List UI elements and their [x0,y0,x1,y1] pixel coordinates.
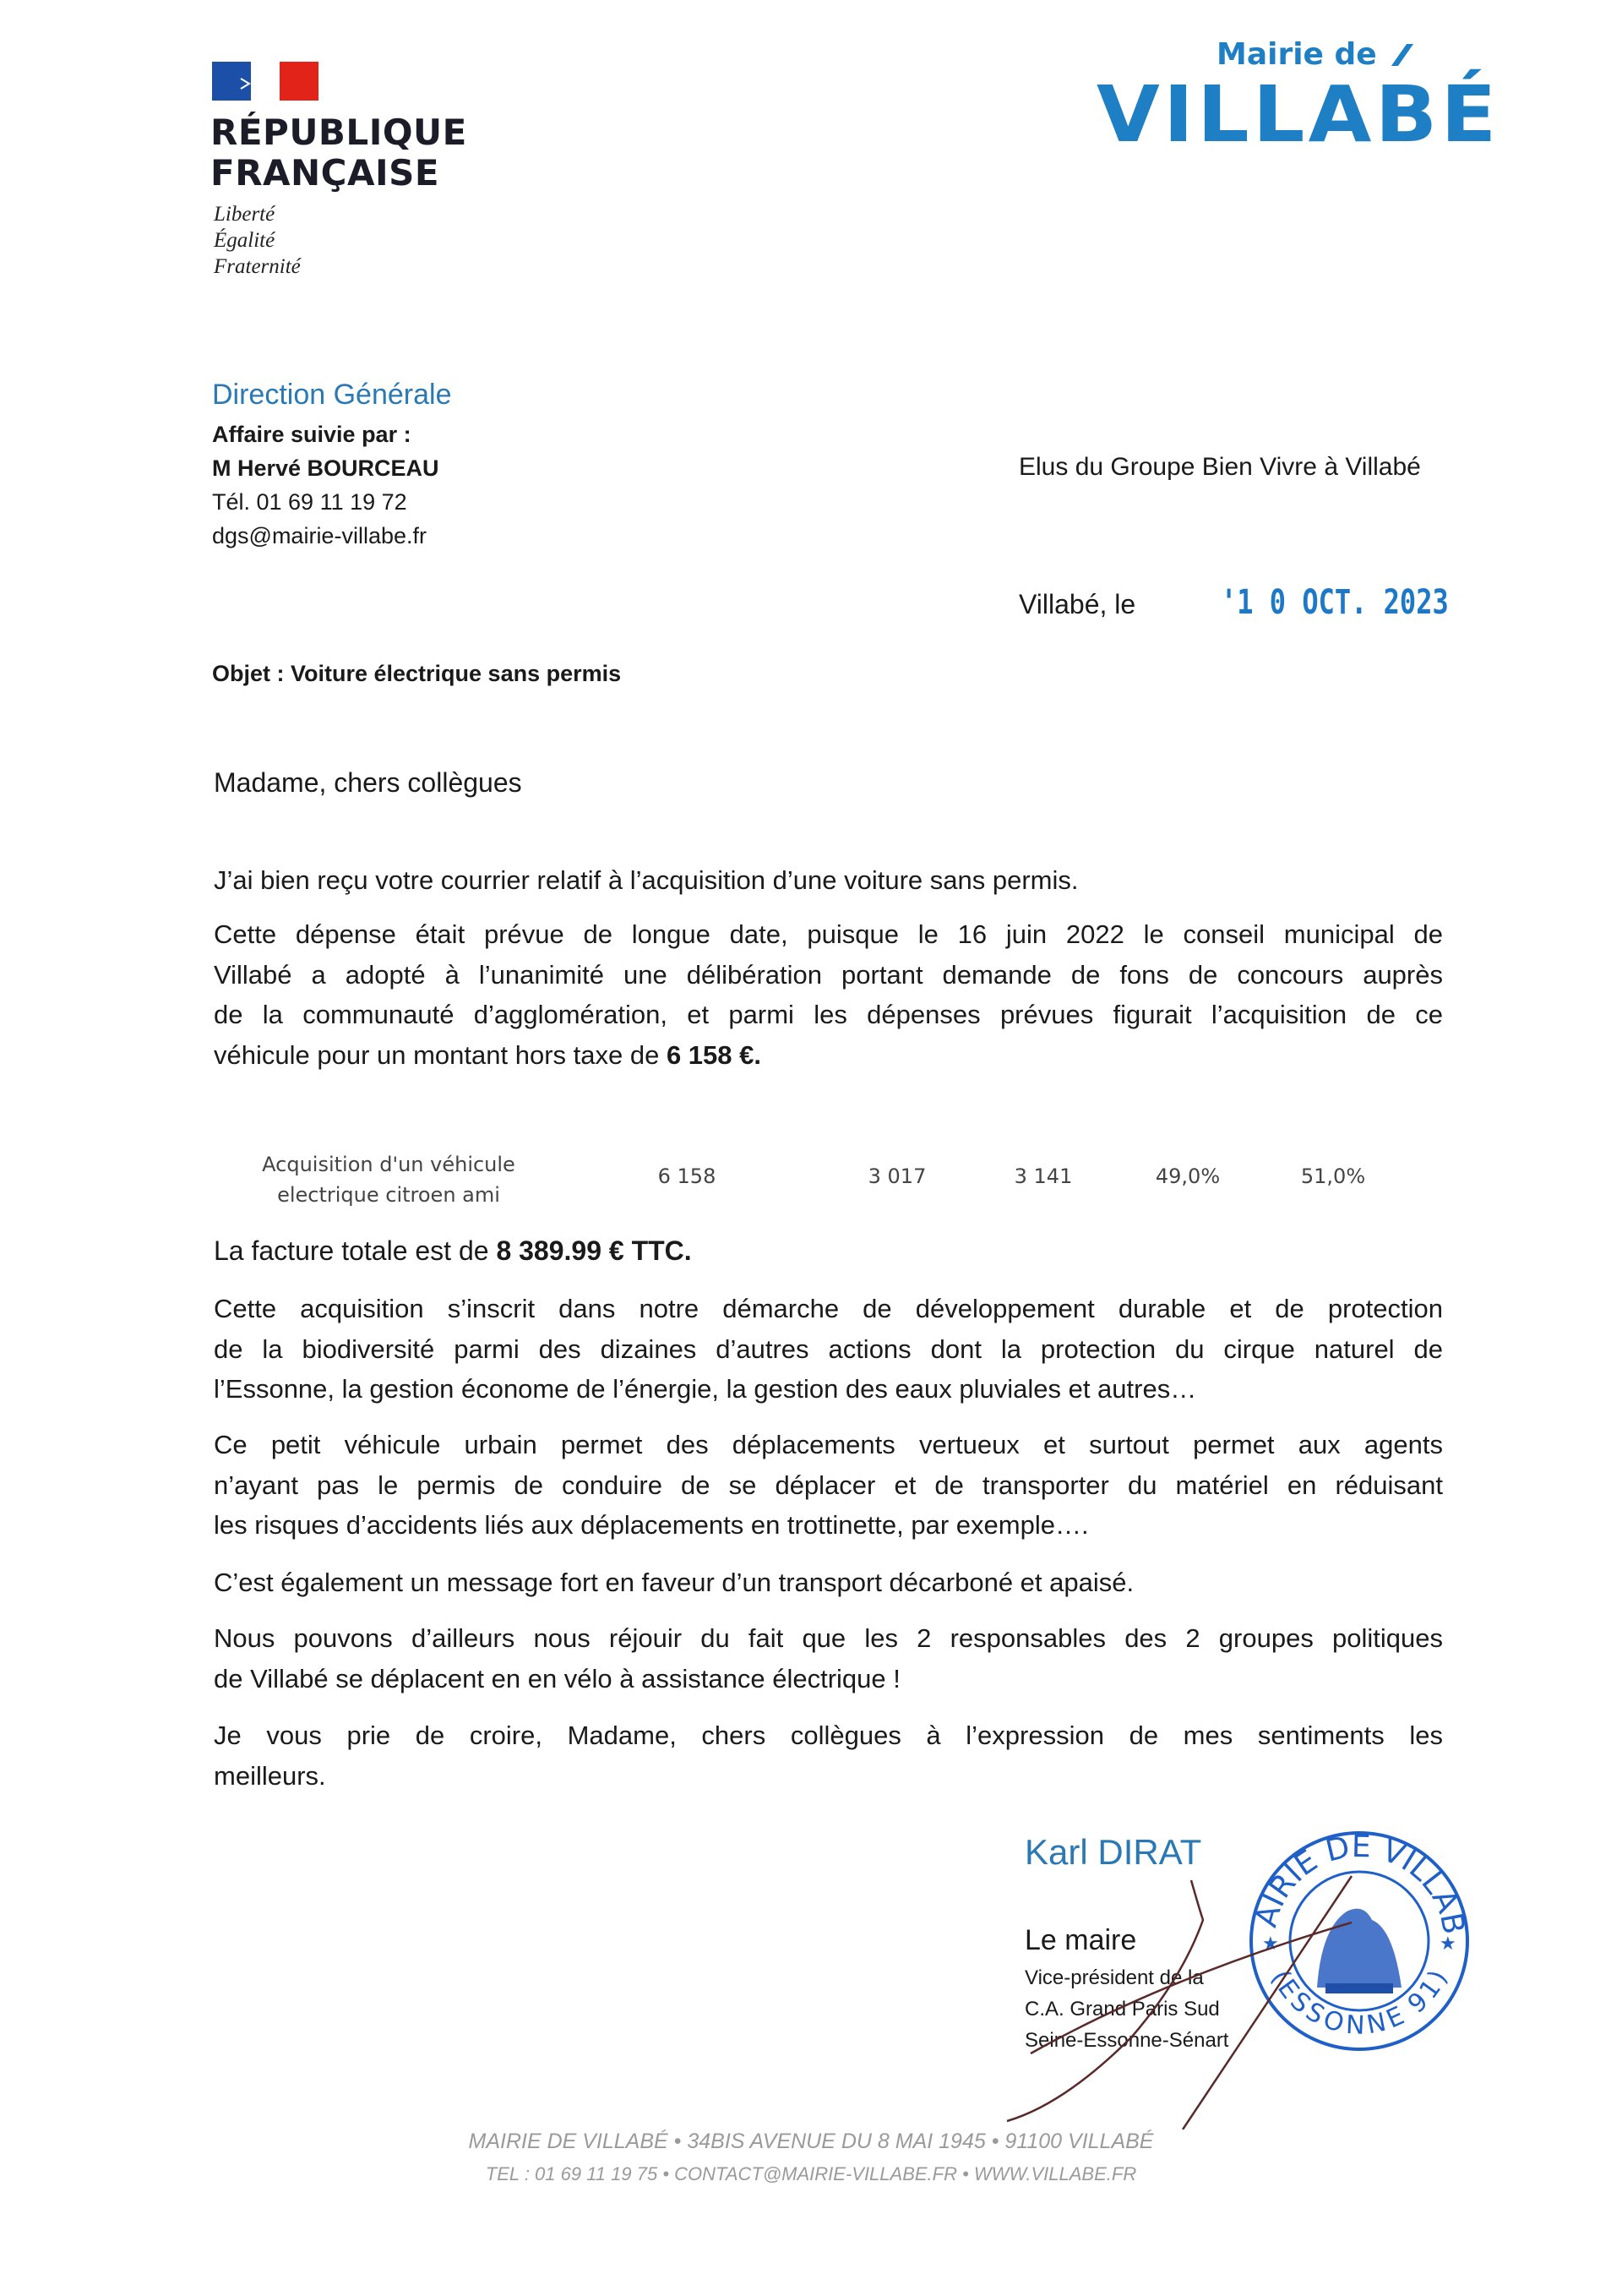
table-cell-total: 6 158 [657,1164,716,1188]
paragraph-line: J’ai bien reçu votre courrier relatif à l’acquisition d’une voiture sans permis. [214,865,1079,895]
paragraph-1 [214,860,1443,901]
signatory-name: Karl DIRAT [1025,1832,1202,1872]
table-cell-percent-1: 49,0% [1155,1164,1221,1188]
sender-email[interactable]: dgs@mairie-villabe.fr [212,523,427,548]
sender-phone: Tél. 01 69 11 19 72 [212,489,407,515]
signatory-title: Le maire [1025,1924,1137,1956]
motto [214,201,301,280]
logo-slash-icon [1391,44,1413,66]
subject-line: Objet : Voiture électrique sans permis [212,661,622,686]
motto-fraternite: Fraternité [214,255,301,278]
francaise-line: FRANÇAISE [210,152,440,194]
paragraph-line: Villabé a adopté à l’unanimité une délibération portant demande de fons de concours auprès [214,959,1443,990]
paragraph-line: Je vous prie de croire, Madame, chers collègues à l’expression de mes sentiments les [214,1721,1443,1750]
logo-top-text: Mairie de [1216,37,1377,72]
invoice-amount: 8 389.99 € TTC. [496,1235,692,1266]
svg-text:★: ★ [1440,1933,1456,1954]
label-line: Acquisition d'un véhicule [262,1153,515,1176]
paragraph-line: de la communauté d’agglomération, et parmi les dépenses prévues figurait l’acquisition de ce [214,1000,1443,1030]
paragraph-line: de la biodiversité parmi des dizaines d’autres actions dont la protection du cirque naturel de [214,1333,1443,1364]
stamp-bottom-text: (ESSONNE 91) [1265,1966,1454,2041]
table-cell-amount-1: 3 017 [868,1164,927,1188]
paragraph-line: C’est également un message fort en faveur d’un transport décarboné et apaisé. [214,1568,1135,1597]
department-name: Direction Générale [212,379,452,411]
mairie-villabe-logo [1097,37,1500,164]
paragraph-line: Ce petit véhicule urbain permet des déplacements vertueux et surtout permet aux agents [214,1430,1443,1459]
paragraph-5 [214,1562,1443,1603]
label-line: electrique citroen ami [277,1183,500,1207]
paragraph-line [214,1035,1443,1076]
footer-address: MAIRIE DE VILLABÉ • 34BIS AVENUE DU 8 MAI 1945 • 91100 VILLABÉ [468,2130,1154,2153]
paragraph-line: n’ayant pas le permis de conduire de se déplacer et de transporter du matériel en réduisant [214,1470,1443,1500]
date-stamp: '1 0 OCT. 2023 [1221,583,1449,622]
followed-by-label: Affaire suivie par : [212,422,411,447]
paragraph-2 [214,914,1443,1075]
paragraph-6 [214,1618,1443,1699]
salutation: Madame, chers collègues [214,767,522,798]
motto-egalite: Égalité [214,229,275,252]
paragraph-line: les risques d’accidents liés aux déplacements en trottinette, par exemple…. [214,1510,1089,1541]
role-line: C.A. Grand Paris Sud [1025,1998,1220,2021]
role-line: Vice-président de la [1025,1966,1204,1989]
svg-text:★: ★ [1262,1933,1279,1954]
sender-block [212,417,439,553]
paragraph-7 [214,1715,1443,1796]
paragraph-line: Nous pouvons d’ailleurs nous réjouir du fait que les 2 responsables des 2 groupes politiques [214,1623,1443,1653]
paragraph-line: l’Essonne, la gestion économe de l’énergie, la gestion des eaux pluviales et autres… [214,1374,1197,1404]
handwritten-signature [997,1842,1377,2130]
republique-francaise-title [210,112,467,194]
logo-main-text: VILLABÉ [1097,69,1500,160]
stamp-top-text: AIRIE DE VILLAB [1249,1829,1471,1938]
paragraph-line: de Villabé se déplacent en en vélo à assistance électrique ! [214,1663,901,1693]
footer-contact: TEL : 01 69 11 19 75 • CONTACT@MAIRIE-VILLABE.FR • WWW.VILLABE.FR [485,2163,1137,2184]
sender-name: M Hervé BOURCEAU [212,455,439,481]
marianne-flag-logo [212,62,318,101]
table-cell-amount-2: 3 141 [1014,1164,1073,1188]
role-line: Seine-Essonne-Sénart [1025,2029,1229,2052]
invoice-line [214,1235,692,1267]
table-cell-percent-2: 51,0% [1300,1164,1366,1188]
invoice-prefix: La facture totale est de [214,1235,497,1266]
paragraph-line: Cette dépense était prévue de longue date, puisque le 16 juin 2022 le conseil municipal de [214,919,1443,949]
republique-line: RÉPUBLIQUE [210,112,467,153]
paragraph-line: meilleurs. [214,1760,326,1791]
paragraph-line: Cette acquisition s’inscrit dans notre démarche de développement durable et de protection [214,1294,1443,1323]
recipient: Elus du Groupe Bien Vivre à Villabé [1019,453,1421,481]
paragraph-4 [214,1425,1443,1546]
paragraph-text: véhicule pour un montant hors taxe de [214,1039,667,1070]
paragraph-3 [214,1289,1443,1410]
table-row-label [245,1149,532,1210]
date-place: Villabé, le [1019,589,1136,619]
amount-ht: 6 158 €. [666,1039,761,1070]
motto-liberte: Liberté [214,203,275,226]
